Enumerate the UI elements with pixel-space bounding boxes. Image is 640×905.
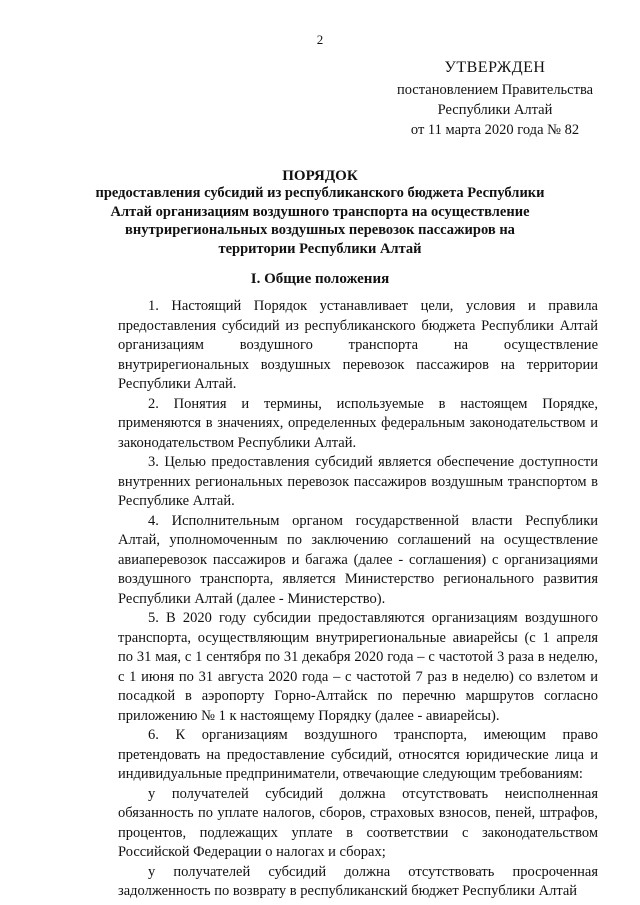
paragraph-6: 6. К организациям воздушного транспорта, имеющим право претендовать на предоставление субсидий, относятся юридические лица и индивидуальные предприниматели, отвечающие следующим требованиям: xyxy=(118,727,598,782)
approval-line: постановлением Правительства xyxy=(396,82,594,98)
document-title: ПОРЯДОК xyxy=(282,168,358,184)
approval-block xyxy=(370,58,620,140)
paragraph-requirement-2: у получателей субсидий должна отсутствовать просроченная задолженность по возврату в республиканский бюджет Республики Алтай xyxy=(118,863,598,899)
paragraph-1: 1. Настоящий Порядок устанавливает цели, условия и правила предоставления субсидий из республиканского бюджета Республики Алтай организациям воздушного транспорта на осуществление внутрирегиональных воздушных перевозок пассажиров на территории Республики Алтай. xyxy=(118,298,598,392)
section-heading: I. Общие положения xyxy=(250,271,390,287)
approval-line: от 11 марта 2020 года № 82 xyxy=(410,122,580,138)
approval-title: УТВЕРЖДЕН xyxy=(444,59,546,76)
paragraph-2: 2. Понятия и термины, используемые в настоящем Порядке, применяются в значениях, определенных федеральным законодательством и законодательством Республики Алтай. xyxy=(118,395,598,451)
paragraph-requirement-1: у получателей субсидий должна отсутствовать неисполненная обязанность по уплате налогов, сборов, страховых взносов, пеней, штрафов, процентов, подлежащих уплате в соответствии с законодательством Российской Федерации о налогах и сборах; xyxy=(118,785,598,860)
paragraph-3: 3. Целью предоставления субсидий является обеспечение доступности внутренних региональных перевозок пассажиров воздушным транспортом в Республике Алтай. xyxy=(118,454,598,509)
document-subtitle: предоставления субсидий из республиканского бюджета Республики Алтай организациям воздушного транспорта на осуществление внутрирегиональных воздушных перевозок пассажиров на территории Республики Алтай xyxy=(95,185,545,257)
paragraph-5: 5. В 2020 году субсидии предоставляются организациям воздушного транспорта, осуществляющим внутрирегиональные авиарейсы (с 1 апреля по 31 мая, с 1 сентября по 31 декабря 2020 года – с частотой 3 раза в неделю, с 1 июня по 31 августа 2020 года – с частотой 7 раз в неделю) со взлетом и посадкой в аэропорту Горно-Алтайск по перечню маршрутов согласно приложению № 1 к настоящему Порядку (далее - авиарейсы). xyxy=(118,610,598,724)
document-body xyxy=(118,297,598,902)
approval-line: Республики Алтай xyxy=(437,102,553,118)
paragraph-4: 4. Исполнительным органом государственной власти Республики Алтай, уполномоченным по заключению соглашений на осуществление авиаперевозок пассажиров и багажа (далее - соглашения) с организациями воздушного транспорта, является Министерство регионального развития Республики Алтай (далее - Министерство). xyxy=(118,512,598,607)
page-number: 2 xyxy=(316,32,324,47)
